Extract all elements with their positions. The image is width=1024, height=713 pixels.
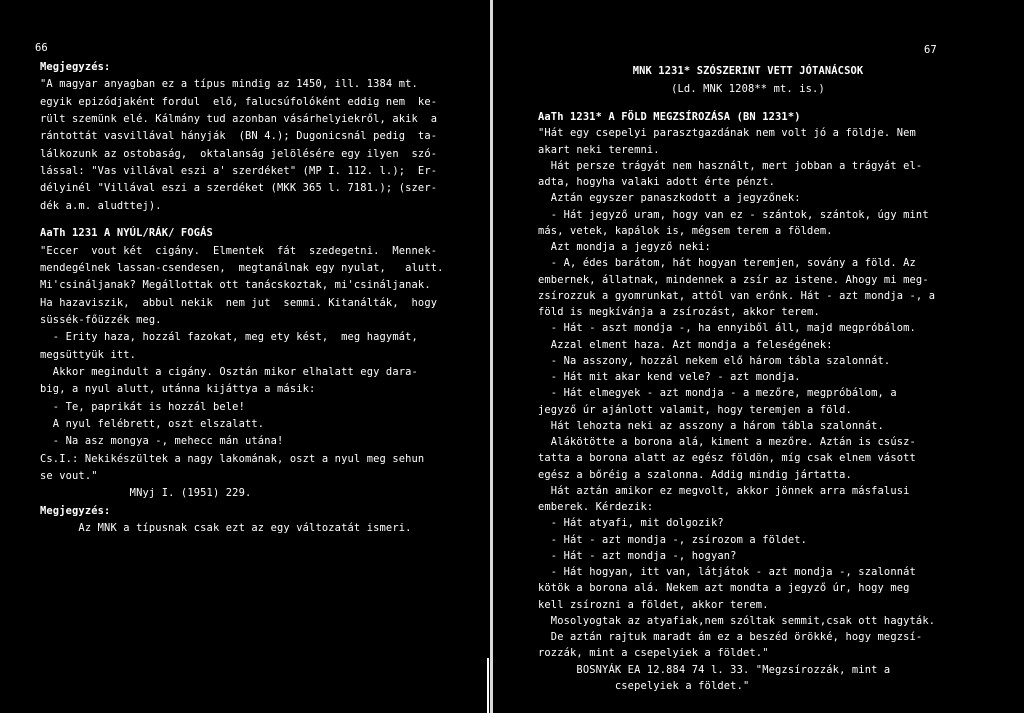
text-line: - Hát atyafi, mit dolgozik?	[538, 517, 724, 530]
text-line: lással: "Vas villával eszi a' szerdéket" (MP I. 112. l.); Er-	[40, 165, 438, 178]
text-line: rozzák, mint a csepelyiek a földet."	[538, 647, 769, 660]
section-heading: Megjegyzés:	[40, 61, 111, 73]
text-line: Cs.I.: Nekikészültek a nagy lakomának, oszt a nyul meg sehun	[40, 452, 425, 465]
text-line: rült szemünk elé. Kálmány tud azonban vásárhelyiekről, akik a	[40, 113, 438, 126]
section-heading: Megjegyzés:	[40, 504, 111, 517]
right-page	[498, 0, 1024, 713]
text-line: egyik epizódjaként fordul elő, falucsúfolóként eddig nem ke-	[40, 95, 438, 108]
text-line: BOSNYÁK EA 12.884 74 l. 33. "Megzsírozzák, mint a	[538, 663, 891, 676]
text-line: Hát persze trágyát nem használt, mert jobban a trágyát el-	[538, 159, 923, 172]
text-line: - Hát - azt mondja -, zsírozom a földet.	[538, 533, 808, 546]
text-line: adta, hogyha valaki adott érte pénzt.	[538, 176, 776, 188]
text-line: tatta a borona alatt az egész földön, míg csak elnem vásott	[538, 452, 916, 465]
text-line: Azt mondja a jegyző neki:	[538, 241, 711, 253]
text-line: - Hát elmegyek - azt mondja - a mezőre, megpróbálom, a	[538, 387, 897, 400]
text-line: föld is megkívánja a zsírozást, akkor terem.	[538, 306, 820, 318]
text-line: MNyj I. (1951) 229.	[40, 487, 252, 500]
book-spine	[490, 0, 493, 713]
text-line: - Na asszony, hozzál nekem elő három tábla szalonnát.	[538, 354, 891, 367]
text-line: De aztán rajtuk maradt ám ez a beszéd örökké, hogy megzsí-	[538, 631, 923, 643]
text-line: Alákötötte a borona alá, kiment a mezőre. Aztán is csúsz-	[538, 436, 916, 448]
text-line: egész a bőréig a szalonna. Addig mindig jártatta.	[538, 468, 852, 481]
text-line: - A, édes barátom, hát hogyan teremjen, sovány a föld. Az	[538, 257, 916, 270]
text-line: - Hát jegyző uram, hogy van ez - szántok, szántok, úgy mint	[538, 208, 929, 221]
text-line: se vout."	[40, 470, 98, 483]
text-line: dék a.m. aludttej).	[40, 199, 162, 212]
text-line: csepelyiek a földet."	[538, 679, 750, 692]
text-line: - Hát - aszt mondja -, ha ennyiből áll, majd megpróbálom.	[538, 322, 916, 335]
text-line: Aztán egyszer panaszkodott a jegyzőnek:	[538, 192, 801, 205]
text-line: kell zsírozni a földet, akkor terem.	[538, 598, 769, 611]
text-line: - Hát mit akar kend vele? - azt mondja.	[538, 371, 801, 383]
text-line: Az MNK a típusnak csak ezt az egy változatát ismeri.	[40, 522, 412, 535]
text-line: - Te, paprikát is hozzál bele!	[40, 400, 245, 413]
text-line: lálkozunk az ostobaság, oktalanság jelölésére egy ilyen szó-	[40, 147, 438, 160]
text-line: big, a nyul alutt, utánna kijáttya a másik:	[40, 383, 316, 396]
text-line: kötök a borona alá. Nekem azt mondta a jegyző úr, hogy meg	[538, 582, 910, 595]
text-line: Azzal elment haza. Azt mondja a feleségének:	[538, 338, 833, 351]
section-heading: AaTh 1231* A FÖLD MEGZSÍROZÁSA (BN 1231*)	[538, 111, 801, 123]
left-page	[0, 0, 490, 713]
chapter-title: MNK 1231* SZÓSZERINT VETT JÓTANÁCSOK	[632, 65, 864, 77]
text-line: süssék-főüzzék meg.	[40, 313, 162, 326]
text-line: Akkor megindult a cigány. Osztán mikor elhalatt egy dara-	[40, 365, 418, 378]
text-line: mendegélnek lassan-csendesen, megtanálnak egy nyulat, alutt.	[40, 261, 444, 274]
text-line: Hát aztán amikor ez megvolt, akkor jönnek arra másfalusi	[538, 484, 910, 497]
text-line: A nyul felébrett, oszt elszalatt.	[40, 418, 265, 430]
text-line: zsírozzuk a gyomrunkat, attól van erőnk. Hát - azt mondja -, a	[538, 289, 936, 302]
text-line: jegyző úr ajánlott valamit, hogy teremjen a föld.	[538, 403, 852, 416]
chapter-subtitle: (Ld. MNK 1208** mt. is.)	[671, 83, 825, 95]
text-line: Mosolyogtak az atyafiak,nem szóltak semmit,csak ott hagyták.	[538, 614, 936, 627]
text-line: Hát lehozta neki az asszony a három tábla szalonnát.	[538, 419, 884, 432]
text-line: délyinél "Villával eszi a szerdéket (MKK 365 l. 7181.); (szer-	[40, 182, 438, 195]
text-line: "A magyar anyagban ez a típus mindig az 1450, ill. 1384 mt.	[40, 78, 418, 91]
text-line: - Hát hogyan, itt van, látjátok - azt mondja -, szalonnát	[538, 566, 916, 578]
text-line: rántottát vasvillával hányják (BN 4.); Dugonicsnál pedig ta-	[40, 130, 438, 143]
section-heading: AaTh 1231 A NYÚL/RÁK/ FOGÁS	[40, 227, 213, 240]
text-line: - Hát - azt mondja -, hogyan?	[538, 549, 737, 562]
text-line: más, vetek, kapálok is, mégsem terem a földem.	[538, 224, 833, 237]
text-line: akart neki teremni.	[538, 143, 660, 156]
text-line: emberek. Kérdezik:	[538, 501, 654, 513]
text-line: Mi'csináljanak? Megállottak ott tanácskoztak, mi'csináljanak.	[40, 279, 431, 292]
text-line: "Hát egy csepelyi parasztgazdának nem volt jó a földje. Nem	[538, 127, 916, 140]
text-line: Ha hazaviszik, abbul nekik nem jut semmi. Kitanálták, hogy	[40, 296, 438, 309]
text-line: - Na asz mongya -, mehecc mán utána!	[40, 435, 284, 448]
page-number: 67	[924, 44, 937, 56]
text-line: "Eccer vout két cigány. Elmentek fát szedegetni. Mennek-	[40, 244, 438, 257]
page-number: 66	[35, 42, 48, 54]
text-line: embernek, állatnak, mindennek a zsír az istene. Ahogy mi meg-	[538, 273, 929, 286]
text-line: megsüttyük itt.	[40, 348, 137, 361]
text-line: - Erity haza, hozzál fazokat, meg ety kést, meg hagymát,	[40, 331, 418, 344]
